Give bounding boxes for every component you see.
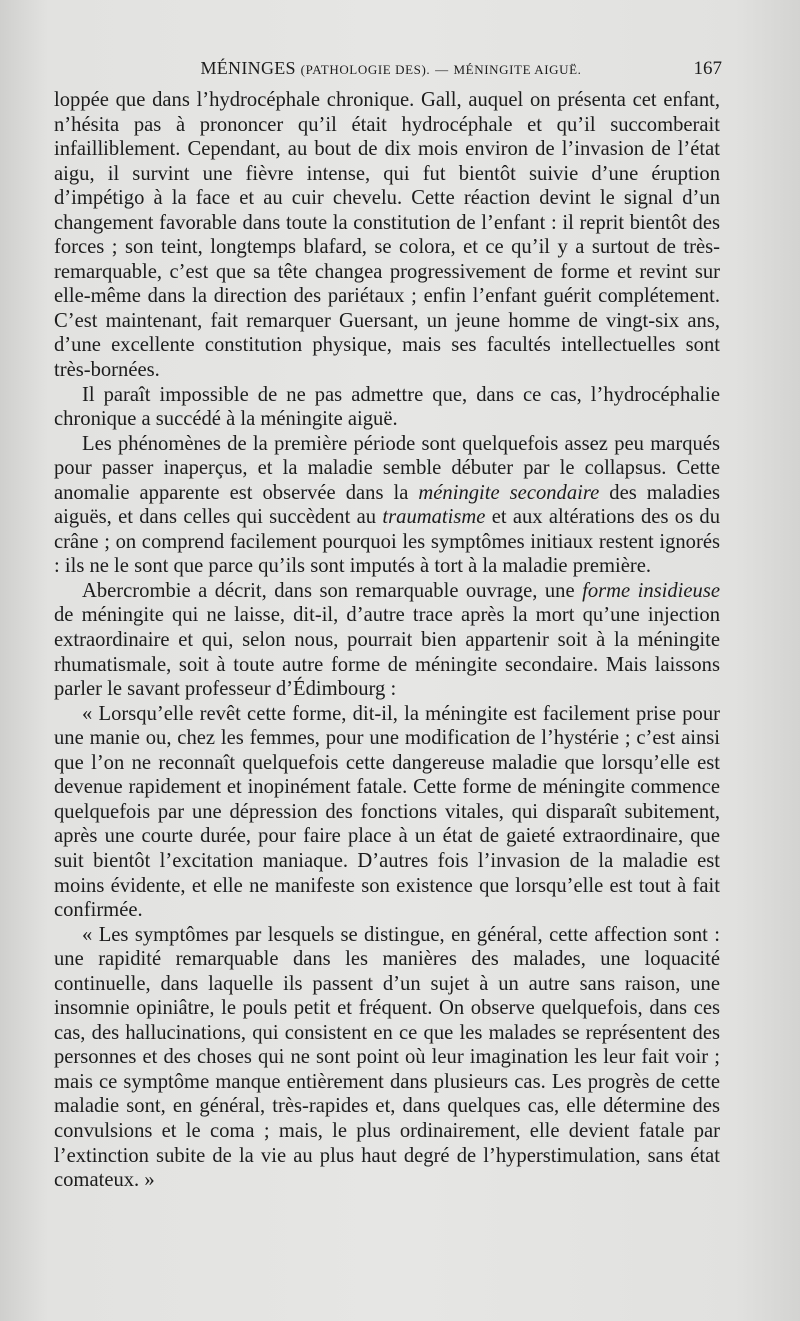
text-run: de méningite qui ne laisse, dit-il, d’autre trace après la mort qu’une injection extraordinaire et qui, selon nous, pourrait bien appartenir soit à la méningite rhumatismale, soit à toute autre forme de méningite secondaire. Mais laissons parler le savant professeur d’Édimbourg : [54,604,720,701]
italic-term: forme insidieuse [582,579,720,602]
paragraph-p3 [54,432,720,579]
text-run: Abercrombie a décrit, dans son remarquable ouvrage, une [82,579,583,602]
paragraph-p2 [54,383,720,432]
paragraph-p5 [54,702,720,923]
text-run: Les phénomènes de la première période sont quelquefois assez peu marqués pour passer inaperçus, et la maladie semble débuter par le collapsus. Cette anomalie apparente est observée dans la [54,432,720,504]
running-head-paren: (PATHOLOGIE DES). [300,62,431,77]
paragraph-p4 [54,579,720,702]
body-text [54,88,720,1193]
text-run: Il paraît impossible de ne pas admettre que, dans ce cas, l’hydrocéphalie chronique a succédé à la méningite aiguë. [54,383,720,431]
running-head-subtitle: MÉNINGITE AIGUË. [453,62,582,77]
page-number: 167 [693,58,722,79]
italic-term: traumatisme [382,506,486,529]
text-run: loppée que dans l’hydrocéphale chronique. Gall, auquel on présenta cet enfant, n’hésita pas à prononcer qu’il était hydrocéphale et qu’il succomberait infailliblement. Cependant, au bout de dix mois environ de l’invasion de l’état aigu, il survint une fièvre intense, qui fut bientôt suivie d’une éruption d’impétigo à la face et au cuir chevelu. Cette réaction devint le signal d’un changement favorable dans toute la constitution de l’enfant : il reprit bientôt des forces ; son teint, longtemps blafard, se colora, et ce qu’il y a surtout de très-remarquable, c’est que sa tête changea progressivement de forme et revint sur elle-même dans la direction des pariétaux ; enfin l’enfant guérit complétement. C’est maintenant, fait remarquer Guersant, un jeune homme de vingt-six ans, d’une excellente constitution physique, mais ses facultés intellectuelles sont très-bornées. [54,89,720,382]
text-run: « Lorsqu’elle revêt cette forme, dit-il, la méningite est facilement prise pour une manie ou, chez les femmes, pour une modification de l’hystérie ; c’est ainsi que l’on ne reconnaît quelquefois cette dangereuse maladie que lorsqu’elle est devenue rapidement et inopinément fatale. Cette forme de méningite commence quelquefois par une dépression des fonctions vitales, qui disparaît subitement, après une courte durée, pour faire place à un état de gaieté extraordinaire, que suit bientôt l’excitation maniaque. D’autres fois l’invasion de la maladie est moins évidente, et elle ne manifeste son existence que lorsqu’elle est tout à fait confirmée. [54,702,720,922]
italic-term: méningite secondaire [418,481,600,504]
paragraph-p6 [54,923,720,1193]
paragraph-p1 [54,88,720,383]
text-run: « Les symptômes par lesquels se distingue, en général, cette affection sont : une rapidité remarquable dans les manières des malades, une loquacité continuelle, dans laquelle ils passent d’un sujet à un autre sans raison, une insomnie opiniâtre, le pouls petit et fréquent. On observe quelquefois, dans ces cas, des hallucinations, qui consistent en ce que les malades se représentent des personnes et des choses qui ne sont point où leur imagination les leur fait voir ; mais ce symptôme manque entièrement dans plusieurs cas. Les progrès de cette maladie sont, en général, très-rapides et, dans quelques cas, elle détermine des convulsions et le coma ; mais, le plus ordinairement, elle devient fatale par l’extinction subite de la vie au plus haut degré de l’hyperstimulation, sans état comateux. » [54,923,720,1192]
text-run: des maladies aiguës, et dans celles qui succèdent au [54,481,720,529]
running-head [60,58,722,84]
text-run: et aux altérations des os du crâne ; on comprend facilement pourquoi les symptômes initiaux restent ignorés : ils ne le sont que parce qu’ils sont imputés à tort à la maladie première. [54,506,720,578]
running-head-title [60,58,722,79]
running-head-main: MÉNINGES [200,58,296,78]
running-head-dash: — [435,62,449,77]
